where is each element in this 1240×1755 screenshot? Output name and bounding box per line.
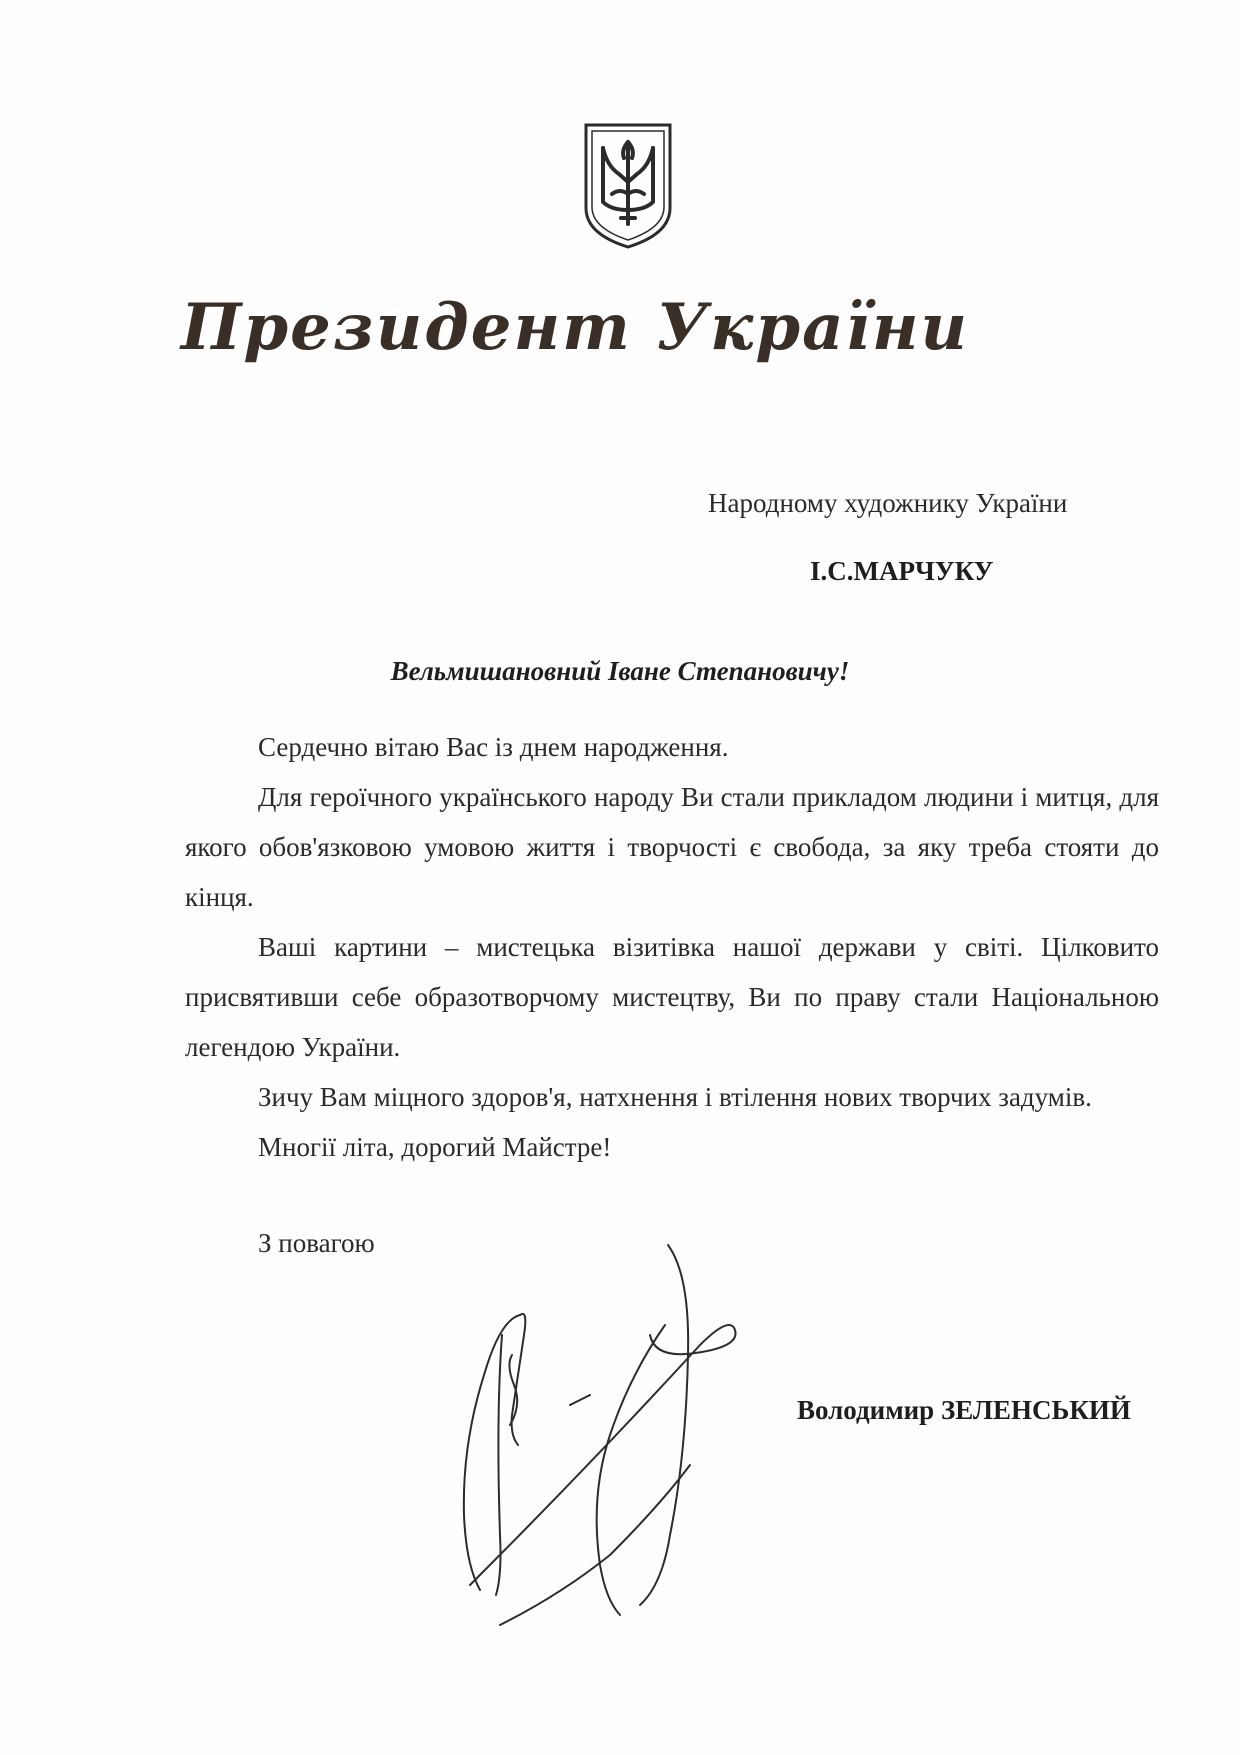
letterhead-title: Президент України: [180, 290, 970, 365]
signer-name: Володимир ЗЕЛЕНСЬКИЙ: [797, 1395, 1131, 1425]
body-paragraph: Зичу Вам міцного здоров'я, натхнення і втілення нових творчих задумів.: [258, 1082, 1092, 1112]
body-paragraph: Для героїчного українського народу Ви стали прикладом людини і митця, для якого обов'язковою умовою життя і творчості є свобода, за яку треба стояти до кінця.: [185, 782, 1159, 912]
trident-coat-of-arms-icon: [583, 122, 673, 250]
addressee-line: Народному художнику України: [708, 488, 1068, 518]
handwritten-signature-icon: [440, 1235, 780, 1635]
addressee-name: І.С.МАРЧУКУ: [810, 556, 994, 586]
body-paragraph: Ваші картини – мистецька візитівка нашої держави у світі. Цілковито присвятивши себе образотворчому мистецтву, Ви по праву стали Національною легендою України.: [185, 932, 1159, 1062]
letter-body: [185, 722, 1159, 1172]
closing-phrase: З повагою: [258, 1228, 375, 1258]
salutation: Вельмишановний Іване Степановичу!: [390, 656, 850, 686]
body-paragraph: Многії літа, дорогий Майстре!: [258, 1132, 612, 1162]
body-paragraph: Сердечно вітаю Вас із днем народження.: [258, 732, 729, 762]
